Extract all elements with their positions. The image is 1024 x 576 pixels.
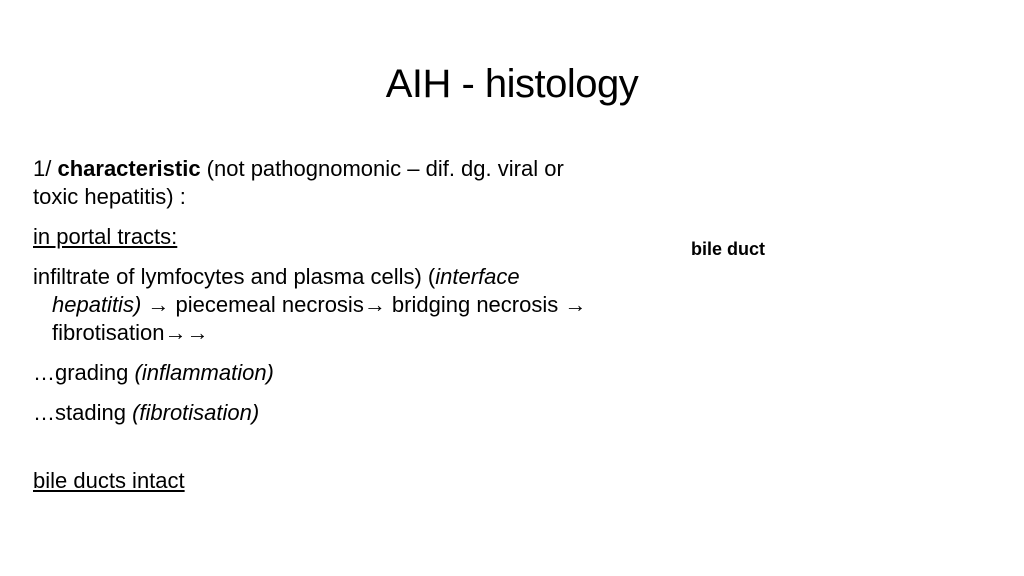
infiltrate-paragraph	[33, 263, 593, 347]
staging-paragraph	[33, 399, 593, 427]
grading-paragraph	[33, 359, 593, 387]
characteristic-rest: (not pathognomonic – dif. dg. viral or toxic hepatitis) :	[33, 156, 564, 209]
characteristic-prefix: 1/	[33, 156, 58, 181]
slide-title: AIH - histology	[385, 62, 639, 106]
staging-italic: (fibrotisation)	[132, 400, 260, 425]
interface-hepatitis-text: interface hepatitis)	[52, 264, 520, 317]
characteristic-paragraph	[33, 155, 593, 211]
grading-prefix: …grading	[33, 360, 135, 385]
portal-tracts-heading: in portal tracts:	[33, 224, 178, 249]
characteristic-bold: characteristic	[57, 156, 201, 181]
bile-duct-label: bile duct	[691, 239, 766, 259]
grading-italic: (inflammation)	[134, 360, 274, 385]
infiltrate-start: infiltrate of lymfocytes and plasma cells) (	[33, 264, 436, 289]
staging-prefix: …stading	[33, 400, 133, 425]
infiltrate-rest: → piecemeal necrosis→ bridging necrosis → fibrotisation→→	[52, 292, 587, 345]
bile-ducts-intact: bile ducts intact	[33, 468, 185, 493]
slide-body	[33, 155, 593, 507]
